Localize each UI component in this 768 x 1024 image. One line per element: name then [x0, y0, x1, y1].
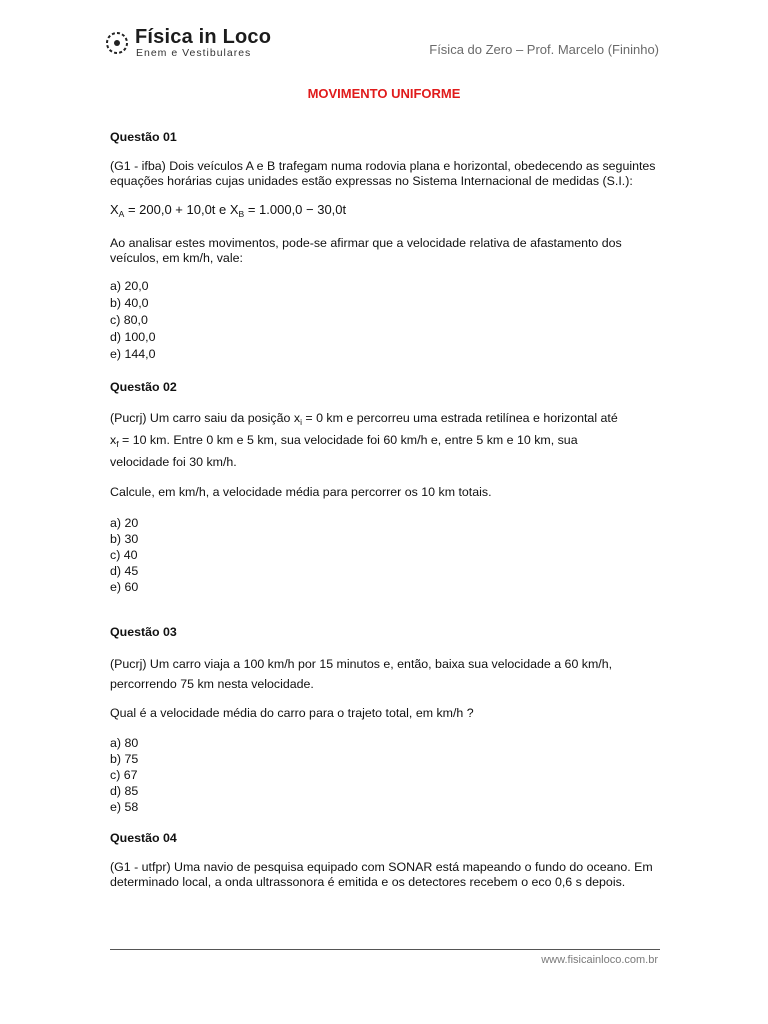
logo-title: Física in Loco: [135, 26, 272, 48]
eq-xa-sub: A: [118, 208, 125, 219]
document-title: MOVIMENTO UNIFORME: [307, 86, 461, 101]
question-1-heading: Questão 01: [110, 130, 177, 144]
question-4-statement: (G1 - utfpr) Uma navio de pesquisa equipado com SONAR está mapeando o fundo do oceano. Em determinado local, a onda ultrassonora é emitida e os detectores recebem o eco 0,6 s depois.: [110, 860, 653, 890]
question-3-prompt: Qual é a velocidade média do carro para o trajeto total, em km/h ?: [110, 705, 474, 720]
eq-xb-sub: B: [238, 208, 245, 219]
option: d) 100,0: [110, 330, 156, 345]
option: a) 20: [110, 515, 139, 530]
logo-circle-icon: [104, 30, 130, 56]
q2-line1-b: = 0 km e percorreu uma estrada retilínea e horizontal até: [301, 411, 618, 426]
option: b) 30: [110, 531, 139, 546]
option: c) 80,0: [110, 313, 148, 328]
question-1-statement: (G1 - ifba) Dois veículos A e B trafegam numa rodovia plana e horizontal, obedecendo as seguintes equações horárias cujas unidades estão expressas no Sistema Internacional de medidas (S.I.):: [110, 159, 656, 189]
q2-line2-a: x: [110, 433, 117, 448]
question-1-equation: [110, 202, 670, 222]
q2-line1-a: (Pucrj) Um carro saiu da posição x: [110, 411, 301, 426]
option: b) 40,0: [110, 296, 149, 311]
option: e) 144,0: [110, 347, 156, 362]
q2-line2-b: = 10 km. Entre 0 km e 5 km, sua velocidade foi 60 km/h e, entre 5 km e 10 km, sua: [118, 433, 578, 448]
logo-subtitle: Enem e Vestibulares: [136, 47, 252, 59]
option: b) 75: [110, 752, 139, 767]
option: c) 67: [110, 768, 138, 783]
option: d) 45: [110, 563, 139, 578]
q2-line1-sub: i: [300, 417, 302, 428]
eq-end: = 1.000,0 − 30,0t: [244, 201, 347, 217]
question-1-prompt: Ao analisar estes movimentos, pode-se afirmar que a velocidade relativa de afastamento dos veículos, em km/h, vale:: [110, 235, 622, 266]
question-3-heading: Questão 03: [110, 624, 177, 639]
option: a) 20,0: [110, 279, 149, 294]
option: d) 85: [110, 784, 139, 799]
eq-mid: = 200,0 + 10,0t e X: [124, 201, 239, 217]
question-2-prompt: Calcule, em km/h, a velocidade média para percorrer os 10 km totais.: [110, 485, 492, 500]
question-3-options: [110, 735, 670, 815]
question-4-heading: Questão 04: [110, 831, 177, 846]
question-3-line-2: percorrendo 75 km nesta velocidade.: [110, 676, 314, 691]
question-2-options: [110, 515, 670, 595]
option: c) 40: [110, 547, 138, 562]
logo: [104, 26, 324, 66]
footer-divider: [110, 949, 660, 950]
option: e) 58: [110, 800, 139, 815]
question-2-line-1: [110, 409, 670, 431]
question-1-options: [110, 278, 670, 363]
course-title: Física do Zero – Prof. Marcelo (Fininho): [429, 42, 659, 57]
option: e) 60: [110, 579, 139, 594]
option: a) 80: [110, 736, 139, 751]
page-header: [104, 26, 664, 66]
q2-line2-sub: f: [116, 439, 119, 450]
question-2-line-3: velocidade foi 30 km/h.: [110, 455, 237, 470]
footer-url: www.fisicainloco.com.br: [541, 954, 658, 966]
eq-xa: X: [110, 201, 119, 217]
questions-content: [110, 130, 670, 891]
question-2-line-2: [110, 431, 670, 453]
question-2-heading: Questão 02: [110, 380, 177, 395]
question-3-line-1: (Pucrj) Um carro viaja a 100 km/h por 15 minutos e, então, baixa sua velocidade a 60 km/h,: [110, 656, 613, 671]
